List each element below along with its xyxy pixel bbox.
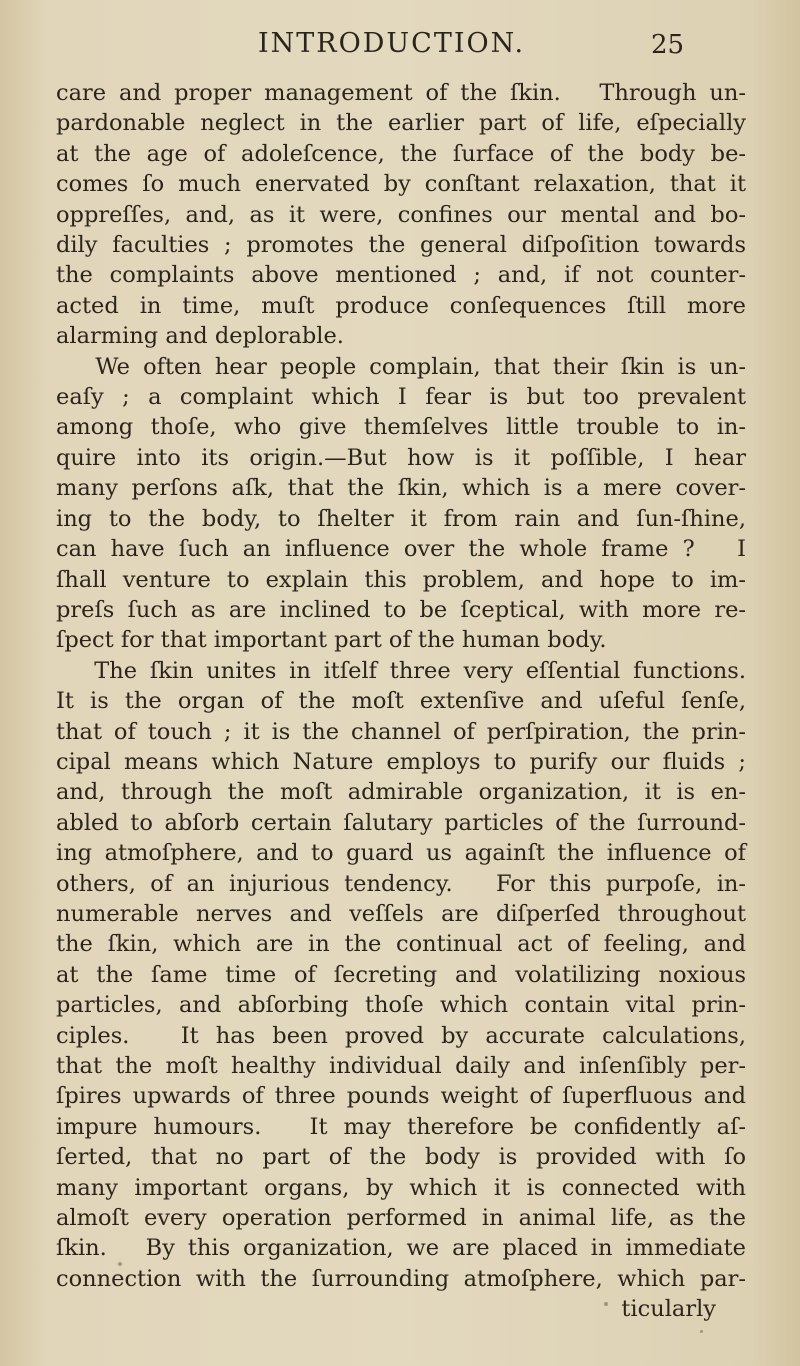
text-line: care and proper management of the ſkin. Through un- (56, 80, 746, 106)
text-line: at the ſame time of ſecreting and volatilizing noxious (56, 961, 746, 988)
text-line: comes ſo much enervated by conſtant relaxation, that it (56, 171, 746, 198)
text-line: connection with the ſurrounding atmoſphere, which par- (56, 1265, 746, 1292)
text-line: at the age of adoleſcence, the ſurface of the body be- (56, 140, 746, 167)
body-text (56, 78, 746, 1325)
text-line: alarming and deplorable. (56, 323, 344, 350)
text-line: can have ſuch an influence over the whole frame ? I (56, 536, 746, 563)
text-line: ſpect for that important part of the human body. (56, 627, 607, 654)
paper-speck (604, 1302, 608, 1306)
catchword: ticularly (621, 1296, 716, 1323)
text-line: that of touch ; it is the channel of perſpiration, the prin- (56, 718, 746, 745)
text-line: ciples. It has been proved by accurate calculations, (56, 1022, 746, 1049)
paper-speck (118, 1262, 122, 1266)
text-line: abled to abſorb certain ſalutary particles of the ſurround- (56, 809, 746, 836)
text-line: oppreſſes, and, as it were, confines our mental and bo- (56, 201, 746, 228)
text-line: acted in time, muſt produce conſequences ſtill more (56, 292, 746, 319)
text-line: dily faculties ; promotes the general diſpoſition towards (56, 232, 746, 259)
text-line: the ſkin, which are in the continual act of feeling, and (56, 931, 746, 958)
text-line: many important organs, by which it is connected with (56, 1174, 746, 1201)
page-header (0, 28, 800, 72)
text-line: The ſkin unites in itſelf three very eſſential functions. (56, 657, 746, 684)
text-line: and, through the moſt admirable organization, it is en- (56, 779, 746, 806)
text-line: ſhall venture to explain this problem, and hope to im- (56, 566, 746, 593)
text-line: that the moſt healthy individual daily and inſenſibly per- (56, 1053, 746, 1079)
text-line: particles, and abſorbing thoſe which contain vital prin- (56, 992, 746, 1019)
text-line: cipal means which Nature employs to purify our fluids ; (56, 748, 746, 775)
text-line: ſpires upwards of three pounds weight of ſuperfluous and (56, 1083, 746, 1110)
text-line: ſkin. By this organization, we are placed in immediate (56, 1235, 746, 1262)
text-line: pardonable neglect in the earlier part of life, eſpecially (56, 110, 746, 137)
text-line: almoſt every operation performed in animal life, as the (56, 1205, 746, 1232)
text-line: many perſons aſk, that the ſkin, which is a mere cover- (56, 475, 746, 502)
text-line: others, of an injurious tendency. For this purpoſe, in- (56, 870, 746, 897)
text-line: ing to the body, to ſhelter it from rain and ſun-ſhine, (56, 505, 746, 532)
text-line: among thoſe, who give themſelves little trouble to in- (56, 414, 746, 441)
text-line: numerable nerves and veſſels are diſperſed throughout (56, 900, 746, 927)
paper-speck (700, 1330, 703, 1333)
text-line: ſerted, that no part of the body is provided with ſo (56, 1144, 746, 1171)
text-line: preſs ſuch as are inclined to be ſceptical, with more re- (56, 596, 746, 623)
text-line: ing atmoſphere, and to guard us againſt the influence of (56, 840, 746, 867)
text-line: impure humours. It may therefore be confidently aſ- (56, 1113, 746, 1140)
text-line: eaſy ; a complaint which I fear is but too prevalent (56, 384, 746, 411)
text-line: quire into its origin.—But how is it poſſible, I hear (56, 444, 746, 471)
text-line: We often hear people complain, that their ſkin is un- (56, 353, 746, 380)
text-line: the complaints above mentioned ; and, if not counter- (56, 262, 746, 289)
page-number: 25 (651, 30, 685, 60)
text-line: It is the organ of the moſt extenſive and uſeful ſenſe, (56, 688, 746, 715)
running-title: INTRODUCTION. (258, 28, 526, 59)
